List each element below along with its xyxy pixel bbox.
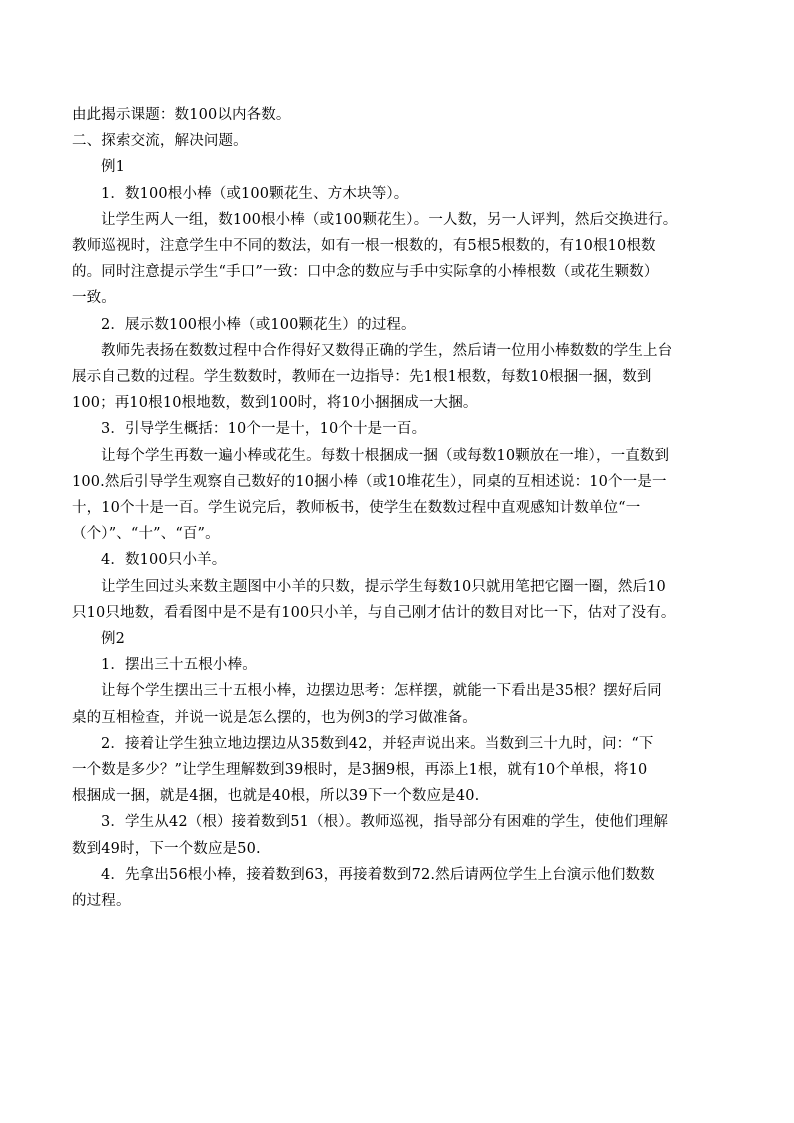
text-line: 3．学生从42（根）接着数到51（根）。教师巡视，指导部分有困难的学生，使他们理解 <box>101 814 669 831</box>
text-line: 4．数100只小羊。 <box>101 552 227 569</box>
text-line: 例2 <box>101 631 126 648</box>
text-line: 二、探索交流，解决问题。 <box>72 133 248 150</box>
text-line: 一个数是多少？”让学生理解数到39根时，是3捆9根，再添上1根，就有10个单根，将10 <box>72 762 648 779</box>
text-line: 教师先表扬在数数过程中合作得好又数得正确的学生，然后请一位用小棒数数的学生上台 <box>101 342 673 359</box>
text-line: 4．先拿出56根小棒，接着数到63，再接着数到72.然后请两位学生上台演示他们数数 <box>101 866 655 883</box>
text-line: 桌的互相检查，并说一说是怎么摆的，也为例3的学习做准备。 <box>72 709 477 726</box>
text-line: 只10只地数，看看图中是不是有100只小羊，与自己刚才估计的数目对比一下，估对了没有。 <box>72 604 676 621</box>
text-line: 让每个学生再数一遍小棒或花生。每数十根捆成一捆（或每数10颗放在一堆），一直数到 <box>101 447 670 464</box>
text-line: 展示自己数的过程。学生数数时，教师在一边指导：先1根1根数，每数10根捆一捆，数到 <box>72 369 652 386</box>
text-line: 100；再10根10根地数，数到100时，将10小捆捆成一大捆。 <box>72 395 478 412</box>
text-line: 十，10个十是一百。学生说完后，教师板书，使学生在数数过程中直观感知计数单位“一 <box>72 500 641 517</box>
text-line: 一致。 <box>72 290 116 307</box>
text-line: 的过程。 <box>72 893 131 910</box>
document-body <box>72 102 722 914</box>
text-line: 根捆成一捆，就是4捆，也就是40根，所以39下一个数应是40. <box>72 788 480 805</box>
text-line: 让每个学生摆出三十五根小棒，边摆边思考：怎样摆，就能一下看出是35根？摆好后同 <box>101 683 662 700</box>
text-line: （个）”、“十”、“百”。 <box>72 526 220 543</box>
text-line: 2．展示数100根小棒（或100颗花生）的过程。 <box>101 316 416 333</box>
text-line: 100.然后引导学生观察自己数好的10捆小棒（或10堆花生），同桌的互相述说：10个一是一 <box>72 473 667 490</box>
text-line: 3．引导学生概括：10个一是十，10个十是一百。 <box>101 421 427 438</box>
text-line: 1．摆出三十五根小棒。 <box>101 657 257 674</box>
text-line: 1．数100根小棒（或100颗花生、方木块等）。 <box>101 185 409 202</box>
text-line: 教师巡视时，注意学生中不同的数法，如有一根一根数的，有5根5根数的，有10根10根数 <box>72 238 656 255</box>
text-line: 例1 <box>101 159 126 176</box>
text-line: 由此揭示课题：数100以内各数。 <box>72 107 291 123</box>
text-line: 的。同时注意提示学生“手口”一致：口中念的数应与手中实际拿的小棒根数（或花生颗数） <box>72 264 659 281</box>
text-line: 2．接着让学生独立地边摆边从35数到42，并轻声说出来。当数到三十九时，问：“下 <box>101 735 654 752</box>
text-line: 让学生回过头来数主题图中小羊的只数，提示学生每数10只就用笔把它圈一圈，然后10 <box>101 578 666 595</box>
text-line: 数到49时，下一个数应是50. <box>72 840 261 857</box>
text-line: 让学生两人一组，数100根小棒（或100颗花生）。一人数，另一人评判，然后交换进行。 <box>101 211 678 228</box>
